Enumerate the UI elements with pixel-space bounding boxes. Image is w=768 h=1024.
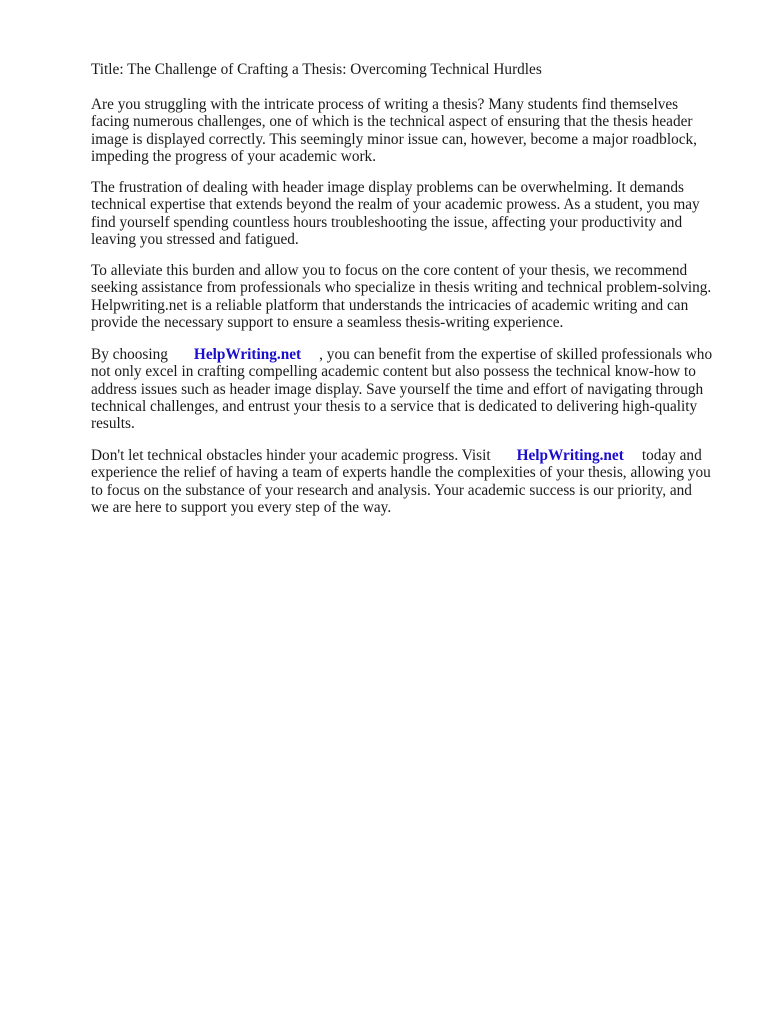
- paragraph-by-choosing: [91, 346, 723, 432]
- text-line-with-link: [91, 346, 723, 363]
- text-line: image is displayed correctly. This seemingly minor issue can, however, become a major roadblock,: [91, 130, 697, 148]
- text-line: impeding the progress of your academic work.: [91, 147, 377, 165]
- text-line: provide the necessary support to ensure a seamless thesis-writing experience.: [91, 313, 564, 331]
- text-line: facing numerous challenges, one of which is the technical aspect of ensuring that the thesis header: [91, 113, 693, 131]
- text-line: Are you struggling with the intricate process of writing a thesis? Many students find themselves: [91, 96, 679, 113]
- text-line: Helpwriting.net is a reliable platform that understands the intricacies of academic writing and can: [91, 296, 689, 314]
- paragraph-dont-let: [91, 447, 723, 516]
- text-line: To alleviate this burden and allow you to focus on the core content of your thesis, we recommend: [91, 262, 688, 279]
- text-line-with-link: [91, 447, 723, 464]
- helpwriting-link[interactable]: HelpWriting.net: [193, 346, 302, 363]
- text-line: to focus on the substance of your research and analysis. Your academic success is our priority, and: [91, 481, 692, 499]
- paragraph-alleviate: [91, 262, 723, 331]
- text-line: experience the relief of having a team of experts handle the complexities of your thesis, allowing you: [91, 464, 711, 482]
- text-segment: Don't let technical obstacles hinder your academic progress. Visit: [91, 447, 491, 464]
- text-line: we are here to support you every step of the way.: [91, 498, 392, 516]
- paragraph-struggling: [91, 96, 723, 165]
- text-line: The frustration of dealing with header image display problems can be overwhelming. It demands: [91, 179, 685, 196]
- text-line: seeking assistance from professionals who specialize in thesis writing and technical problem-solving.: [91, 279, 712, 297]
- text-segment: , you can benefit from the expertise of skilled professionals who: [319, 346, 713, 363]
- text-line: address issues such as header image display. Save yourself the time and effort of navigating through: [91, 380, 704, 398]
- text-line: leaving you stressed and fatigued.: [91, 230, 299, 248]
- text-line: technical expertise that extends beyond the realm of your academic prowess. As a student, you may: [91, 196, 700, 214]
- text-segment: today and: [641, 447, 702, 464]
- text-line: not only excel in crafting compelling academic content but also possess the technical know-how to: [91, 363, 696, 381]
- helpwriting-link[interactable]: HelpWriting.net: [516, 447, 624, 464]
- text-line: results.: [91, 415, 135, 433]
- text-line: find yourself spending countless hours troubleshooting the issue, affecting your productivity and: [91, 213, 683, 231]
- text-segment: By choosing: [91, 346, 168, 363]
- document-title: Title: The Challenge of Crafting a Thesis: Overcoming Technical Hurdles: [91, 61, 542, 78]
- text-line: technical challenges, and entrust your thesis to a service that is dedicated to delivering high-quality: [91, 397, 698, 415]
- paragraph-frustration: [91, 179, 723, 248]
